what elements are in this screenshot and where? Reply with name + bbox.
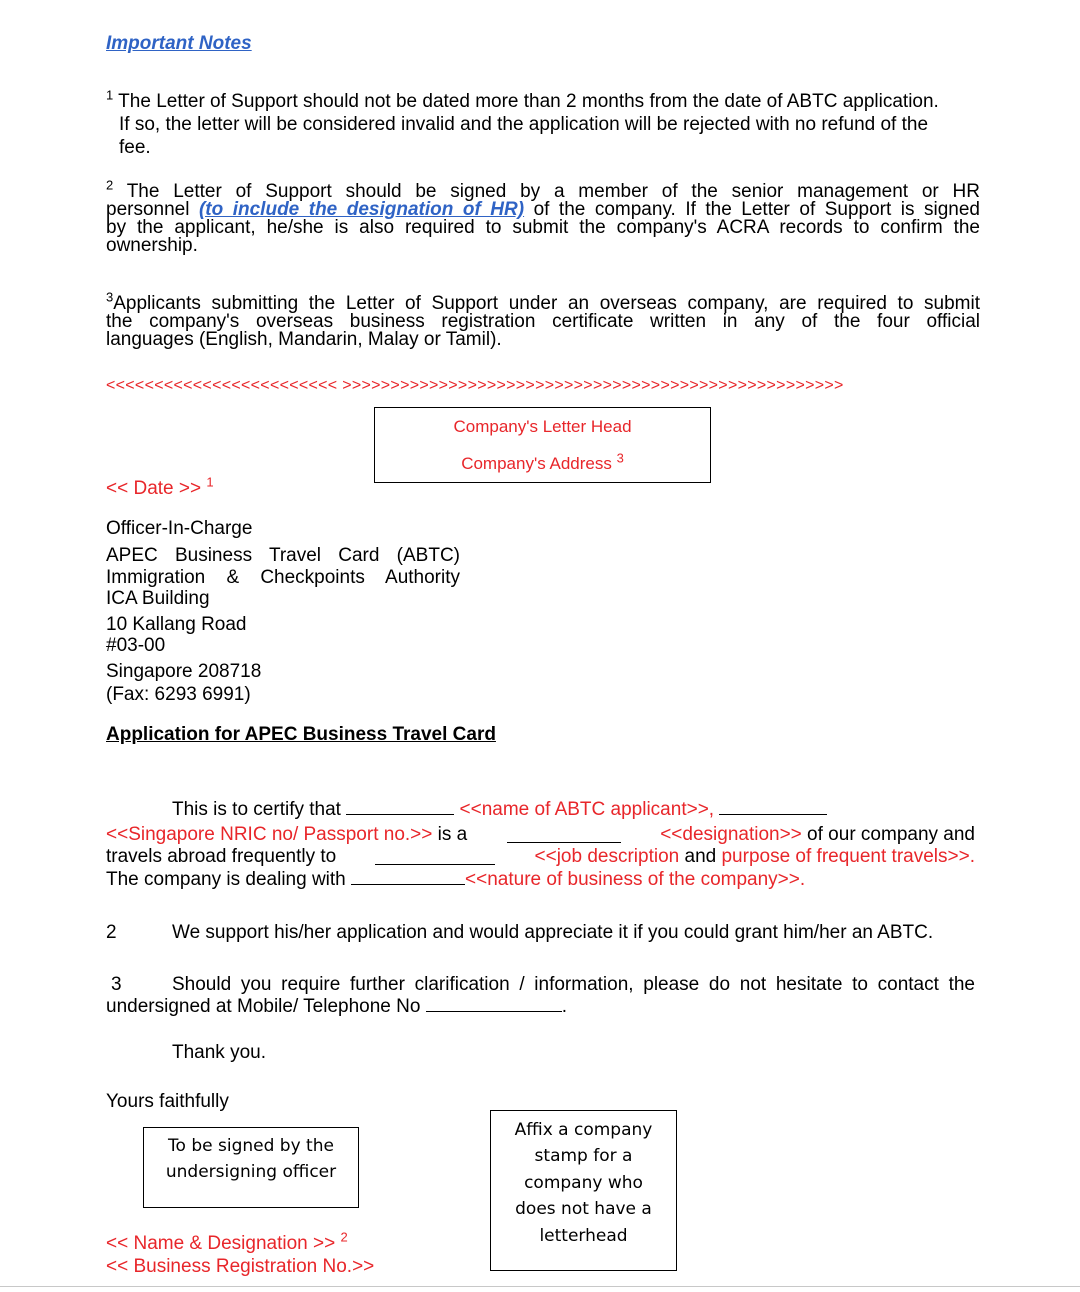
- note-2: [106, 177, 981, 256]
- telephone-blank[interactable]: [426, 995, 562, 1012]
- purpose-placeholder: purpose of frequent travels>>.: [721, 846, 975, 867]
- address-line-2: APEC Business Travel Card (ABTC): [106, 545, 460, 566]
- applicant-name-blank[interactable]: [346, 798, 454, 815]
- job-placeholder: <<job description: [534, 846, 680, 867]
- note-1-line-3: fee.: [119, 137, 151, 158]
- date-placeholder: << Date >> $^1$: [106, 474, 214, 499]
- footnote-marker-3: 3: [106, 289, 114, 305]
- thank-you: Thank you.: [172, 1042, 266, 1063]
- certify-line-3: travels abroad frequently to <<job description and purpose of frequent travels>>.: [106, 846, 975, 867]
- note-2-line-1: The Letter of Support should be signed by a member of the senior management or HR: [126, 181, 980, 202]
- address-line-8: (Fax: 6293 6991): [106, 684, 251, 705]
- note-3-line-2: the company's overseas business registration certificate written in any of the four official: [106, 311, 980, 332]
- nric-placeholder: <<Singapore NRIC no/ Passport no.>>: [106, 824, 433, 845]
- signature-box-line-2: undersigning officer: [165, 1162, 337, 1182]
- name-designation-placeholder: << Name & Designation >> $^2$: [106, 1229, 348, 1254]
- footnote-marker-1: 1: [206, 474, 214, 490]
- stamp-box-line-4: does not have a: [515, 1199, 652, 1219]
- footnote-marker-3: 3: [616, 450, 624, 466]
- note-2-line-3: by the applicant, he/she is also required to submit the company's ACRA records to confirm the: [106, 217, 980, 238]
- paragraph-3-number: 3: [111, 974, 122, 995]
- divider-right: >>>>>>>>>>>>>>>>>>>>>>>>>>>>>>>>>>>>>>>>>>>>>>>>>>>>: [342, 377, 844, 394]
- signature-box[interactable]: [143, 1127, 359, 1208]
- note-3-line-3: languages (English, Mandarin, Malay or Tamil).: [106, 329, 502, 350]
- stamp-box-line-2: stamp for a: [534, 1146, 633, 1166]
- paragraph-3-line-2: undersigned at Mobile/ Telephone No: [106, 996, 421, 1017]
- applicant-id-blank[interactable]: [507, 826, 621, 843]
- paragraph-3: 3 Should you require further clarification / information, please do not hesitate to contact the undersigned at Mobile/ Telephone No .: [106, 974, 975, 1017]
- certify-line-4: The company is dealing with <<nature of business of the company>>.: [106, 869, 806, 890]
- hr-designation-link[interactable]: (to include the designation of HR): [198, 199, 525, 220]
- nature-placeholder: <<nature of business of the company>>.: [465, 869, 806, 890]
- signature-box-line-1: To be signed by the: [168, 1136, 334, 1156]
- letterhead-address: Company's Address $^3$: [461, 450, 624, 473]
- address-line-4: ICA Building: [106, 588, 210, 609]
- note-2-line-4: ownership.: [106, 235, 198, 256]
- stamp-box-line-3: company who: [524, 1173, 643, 1193]
- note-1-line-1: The Letter of Support should not be dated more than 2 months from the date of ABTC application.: [118, 91, 939, 112]
- company-stamp-box[interactable]: [490, 1110, 677, 1271]
- dealing-with-blank[interactable]: [351, 868, 465, 885]
- closing-yours-faithfully: Yours faithfully: [106, 1091, 229, 1112]
- business-registration-placeholder: << Business Registration No.>>: [106, 1256, 375, 1277]
- stamp-box-line-1: Affix a company: [514, 1120, 653, 1140]
- note-3-line-1: Applicants submitting the Letter of Support under an overseas company, are required to submit: [113, 293, 980, 314]
- page-bottom-border: [0, 1286, 1080, 1287]
- important-notes-heading: Important Notes: [106, 33, 252, 54]
- certify-line-2: <<Singapore NRIC no/ Passport no.>> is a <<designation>> of our company and: [106, 824, 975, 845]
- paragraph-3-line-1: Should you require further clarification / information, please do not hesitate to contact the: [172, 974, 975, 995]
- address-line-7: Singapore 208718: [106, 661, 262, 682]
- note-1: [106, 87, 1001, 159]
- note-1-line-2: If so, the letter will be considered invalid and the application will be rejected with no refund of the: [119, 114, 929, 135]
- footnote-marker-2: 2: [340, 1229, 348, 1245]
- address-line-3: Immigration & Checkpoints Authority: [106, 567, 460, 588]
- address-line-1: Officer-In-Charge: [106, 518, 253, 539]
- applicant-name-blank-2[interactable]: [719, 798, 827, 815]
- address-line-6: #03-00: [106, 635, 166, 656]
- travel-destination-blank[interactable]: [375, 848, 495, 865]
- note-2-line-2: personnel (to include the designation of HR) of the company. If the Letter of Support is signed: [106, 199, 981, 220]
- address-line-5: 10 Kallang Road: [106, 614, 247, 635]
- letterhead-box: [374, 407, 711, 483]
- stamp-box-line-5: letterhead: [539, 1226, 628, 1246]
- divider-left: <<<<<<<<<<<<<<<<<<<<<<<<: [106, 377, 338, 394]
- designation-placeholder: <<designation>>: [660, 824, 802, 845]
- note-3: [106, 289, 980, 350]
- footnote-marker-1: 1: [106, 87, 114, 103]
- certify-line-1: This is to certify that <<name of ABTC applicant>>,: [172, 798, 827, 821]
- paragraph-2-text: We support his/her application and would appreciate it if you could grant him/her an ABTC.: [172, 922, 934, 943]
- letterhead-title: Company's Letter Head: [453, 417, 632, 436]
- subject-line: Application for APEC Business Travel Card: [106, 724, 496, 745]
- footnote-marker-2: 2: [106, 177, 114, 193]
- paragraph-2-number: 2: [106, 922, 117, 943]
- name-placeholder: <<name of ABTC applicant>>,: [459, 799, 715, 820]
- divider-arrows: [106, 377, 844, 395]
